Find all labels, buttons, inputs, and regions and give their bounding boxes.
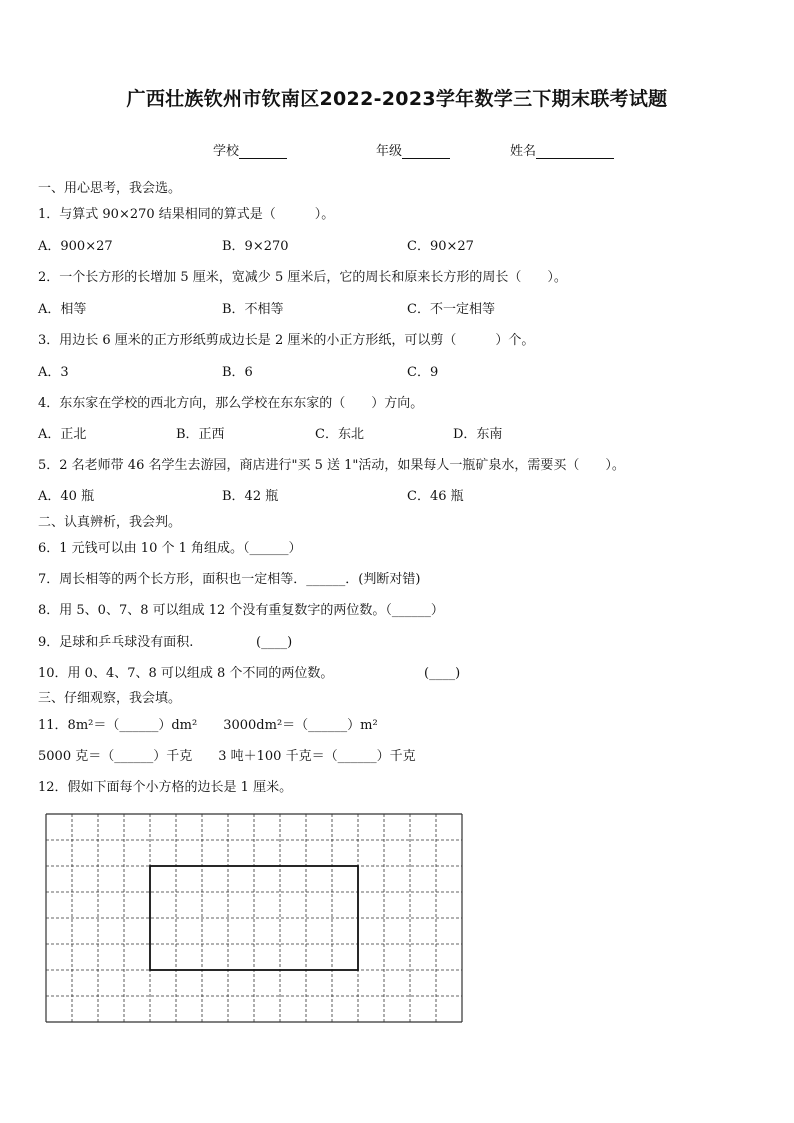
grade-field[interactable] [376,140,450,159]
q5-option-c[interactable]: C．46 瓶 [407,489,464,504]
q5-stem: 5．2 名老师带 46 名学生去游园，商店进行"买 5 送 1"活动，如果每人一瓶矿泉水，需要买（ ）。 [38,458,625,473]
grade-blank[interactable] [402,144,450,159]
school-blank[interactable] [239,144,287,159]
section-3-heading: 三、仔细观察，我会填。 [38,691,182,706]
q5-option-b[interactable]: B．42 瓶 [222,489,279,504]
school-label: 学校 [213,144,240,159]
q9-answer-blank[interactable]: (____) [256,635,293,650]
section-1-heading: 一、用心思考，我会选。 [38,181,182,196]
q6-stem: 6．1 元钱可以由 10 个 1 角组成。（______） [38,541,302,556]
grid-svg [44,812,468,1024]
q12-stem: 12．假如下面每个小方格的边长是 1 厘米。 [38,780,293,795]
q4-option-a[interactable]: A．正北 [38,427,87,442]
q11-line-1: 11．8m²＝（______）dm² 3000dm²＝（______）m² [38,718,378,733]
q1-option-c[interactable]: C．90×27 [407,239,474,254]
q3-option-a[interactable]: A．3 [38,365,69,380]
name-field[interactable] [510,140,614,159]
q1-stem: 1．与算式 90×270 结果相同的算式是（ ）。 [38,207,335,222]
q2-option-a[interactable]: A．相等 [38,302,87,317]
q4-option-b[interactable]: B．正西 [176,427,225,442]
section-2-heading: 二、认真辨析，我会判。 [38,515,182,530]
name-blank[interactable] [536,144,614,159]
page-title: 广西壮族钦州市钦南区2022-2023学年数学三下期末联考试题 [126,88,668,110]
grade-label: 年级 [376,144,403,159]
q7-stem: 7．周长相等的两个长方形，面积也一定相等．______．(判断对错) [38,572,421,587]
q4-option-c[interactable]: C．东北 [315,427,364,442]
name-label: 姓名 [510,144,537,159]
q10-stem: 10．用 0、4、7、8 可以组成 8 个不同的两位数。 [38,666,334,681]
q3-stem: 3．用边长 6 厘米的正方形纸剪成边长是 2 厘米的小正方形纸，可以剪（ ）个。 [38,333,535,348]
q10-answer-blank[interactable]: (____) [424,666,461,681]
square-grid-figure [44,812,468,1028]
q4-stem: 4．东东家在学校的西北方向，那么学校在东东家的（ ）方向。 [38,396,424,411]
q1-option-b[interactable]: B．9×270 [222,239,289,254]
q4-option-d[interactable]: D．东南 [453,427,503,442]
q2-stem: 2．一个长方形的长增加 5 厘米，宽减少 5 厘米后，它的周长和原来长方形的周长（ ）。 [38,270,567,285]
q9-stem: 9．足球和乒乓球没有面积. [38,635,194,650]
q11-line-2: 5000 克＝（______）千克 3 吨＋100 千克＝（______）千克 [38,749,416,764]
q1-option-a[interactable]: A．900×27 [38,239,113,254]
q5-option-a[interactable]: A．40 瓶 [38,489,95,504]
q8-stem: 8．用 5、0、7、8 可以组成 12 个没有重复数字的两位数。（______） [38,603,444,618]
q3-option-b[interactable]: B．6 [222,365,253,380]
q3-option-c[interactable]: C．9 [407,365,439,380]
q2-option-c[interactable]: C．不一定相等 [407,302,495,317]
q2-option-b[interactable]: B．不相等 [222,302,284,317]
school-field[interactable] [213,140,287,159]
